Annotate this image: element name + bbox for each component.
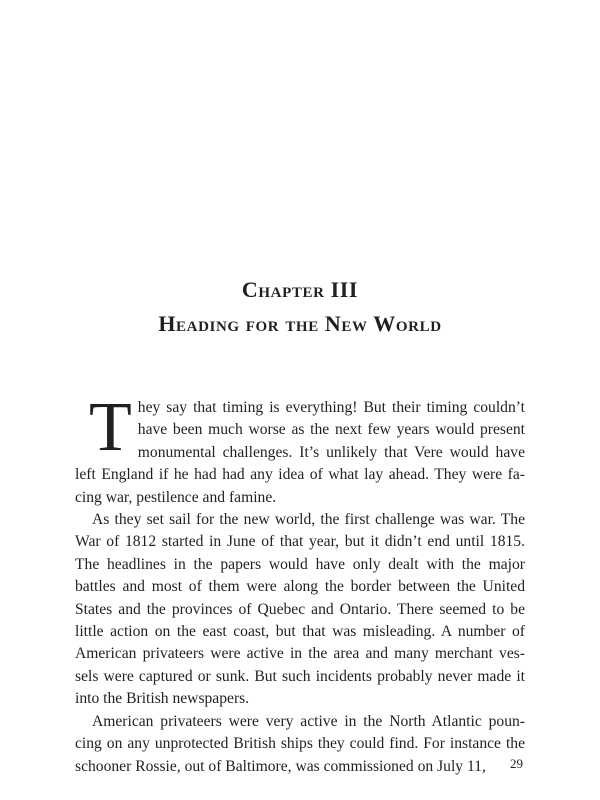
page-number: 29 — [510, 756, 523, 771]
body-text — [75, 389, 525, 778]
drop-cap: T — [89, 389, 132, 466]
paragraph-2: As they set sail for the new world, the first challenge was war. The War of 1812 started in June of that year, but it didn’t end until 1815. The headlines in the papers would have only dealt with the major battles and most of them were along the border between the United States and the provinces of Quebec and Ontario. There seemed to be little action on the east coast, but that was misleading. A number of American privateers were active in the area and many merchant ves-sels were captured or sunk. But such incidents probably never made it into the British newspapers. — [75, 511, 525, 708]
paragraph-3: American privateers were very active in the North Atlantic poun-cing on any unprotected British ships they could find. For instance the schooner Rossie, out of Baltimore, was commissioned on July 11, — [75, 712, 525, 775]
paragraph-1-text: hey say that timing is everything! But their timing couldn’t have been much worse as the next few years would present monumental challenges. It’s unlikely that Vere would have left England if he had had any idea of what lay ahead. They were fa-cing war, pestilence and famine. — [75, 399, 525, 506]
chapter-title: Heading for the New World — [158, 311, 442, 336]
chapter-number: Chapter III — [241, 277, 359, 302]
paragraph-1 — [75, 389, 525, 509]
